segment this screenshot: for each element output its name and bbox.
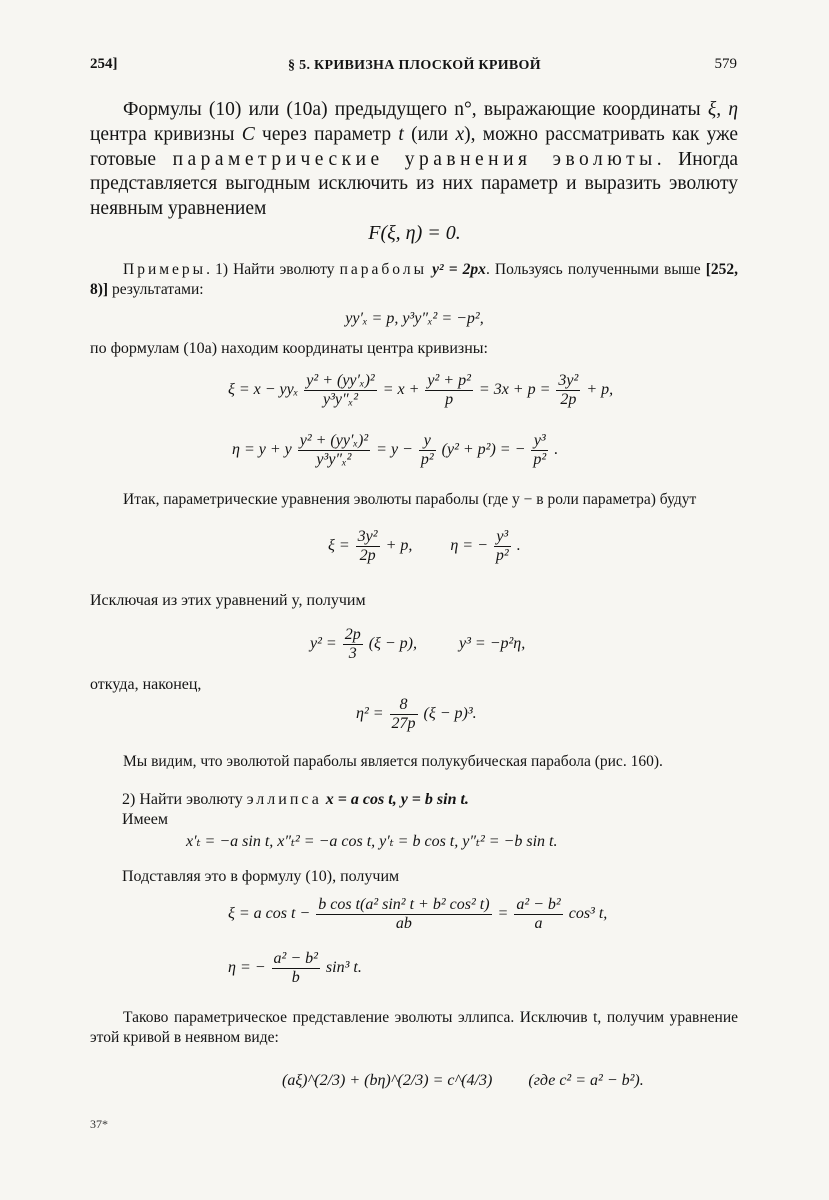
eta-equation: η = y + y $\frac{\text{y² + (yy′ₓ)²}}{\text{y³y″ₓ²}}$ = y − $\frac{y}{\text{p²}}$ (y² + p²) = − $\frac{\text{y³}}{\text{p²}}$ .	[232, 432, 559, 468]
page-number: 579	[714, 56, 737, 72]
section-number: 254]	[90, 56, 118, 72]
ellipse-summary: Таково параметрическое представление эволюты эллипса. Исключив t, получим уравнение этой кривой в неявном виде:	[90, 1009, 738, 1046]
example-1-intro: Примеры. 1) Найти эволюту параболы y² = 2px. Пользуясь полученными выше [252, 8)] результатами:	[90, 261, 738, 298]
have-line: Имеем	[122, 811, 169, 828]
implicit-equation: F(ξ, η) = 0.	[368, 222, 461, 244]
xi-equation: ξ = x − yyₓ $\frac{\text{y² + (yy′ₓ)²}}{\text{y³y″ₓ²}}$ = x + $\frac{\text{y² + p²}}{p}$ = 3x + p = $\frac{\text{3y²}}{2p}$ + p,	[228, 372, 614, 408]
ellipse-derivatives: x′ₜ = −a sin t, x″ₜ² = −a cos t, y′ₜ = b cos t, y″ₜ² = −b sin t.	[186, 833, 558, 850]
substituting-line: Подставляя это в формулу (10), получим	[122, 868, 400, 885]
semicubical-equation: η² = $\frac{8}{27p}$ (ξ − p)³.	[356, 696, 477, 732]
parabola-derivatives: yy′ₓ = p, y³y″ₓ² = −p²,	[345, 310, 484, 327]
excluding-line: Исключая из этих уравнений y, получим	[90, 592, 366, 609]
parametric-equations: ξ = $\frac{\text{3y²}}{2p}$ + p, η = − $\frac{\text{y³}}{\text{p²}}$ .	[328, 528, 521, 564]
ellipse-evolute-implicit: (aξ)^(2/3) + (bη)^(2/3) = c^(4/3) (где c² = a² − b²).	[282, 1072, 644, 1089]
finally-line: откуда, наконец,	[90, 676, 202, 693]
intro-paragraph: Формулы (10) или (10а) предыдущего n°, выражающие координаты ξ, η центра кривизны C через параметр t (или x), можно рассматривать как уже готовые параметрические уравнения эволюты. Иногда представляется выгодным исключить из них параметр и выразить эволюту неявным уравнением	[90, 99, 739, 220]
running-title: § 5. КРИВИЗНА ПЛОСКОЙ КРИВОЙ	[288, 58, 541, 73]
ellipse-xi-equation: ξ = a cos t − $\frac{\text{b cos t(a² sin² t + b² cos² t)}}{ab}$ = $\frac{\text{a² − b²}}{a}$ cos³ t,	[228, 896, 608, 932]
y-relations: y² = $\frac{2p}{3}$ (ξ − p), y³ = −p²η,	[310, 626, 526, 662]
ellipse-eta-equation: η = − $\frac{\text{a² − b²}}{b}$ sin³ t.	[228, 950, 362, 986]
example-2-intro: 2) Найти эволюту эллипса x = a cos t, y = b sin t.	[122, 791, 469, 808]
formula-intro-line: по формулам (10а) находим координаты центра кривизны:	[90, 340, 488, 357]
parametric-intro: Итак, параметрические уравнения эволюты параболы (где y − в роли параметра) будут	[123, 491, 697, 508]
signature-mark: 37*	[90, 1117, 108, 1131]
conclusion-paragraph: Мы видим, что эволютой параболы является полукубическая парабола (рис. 160).	[123, 753, 663, 770]
